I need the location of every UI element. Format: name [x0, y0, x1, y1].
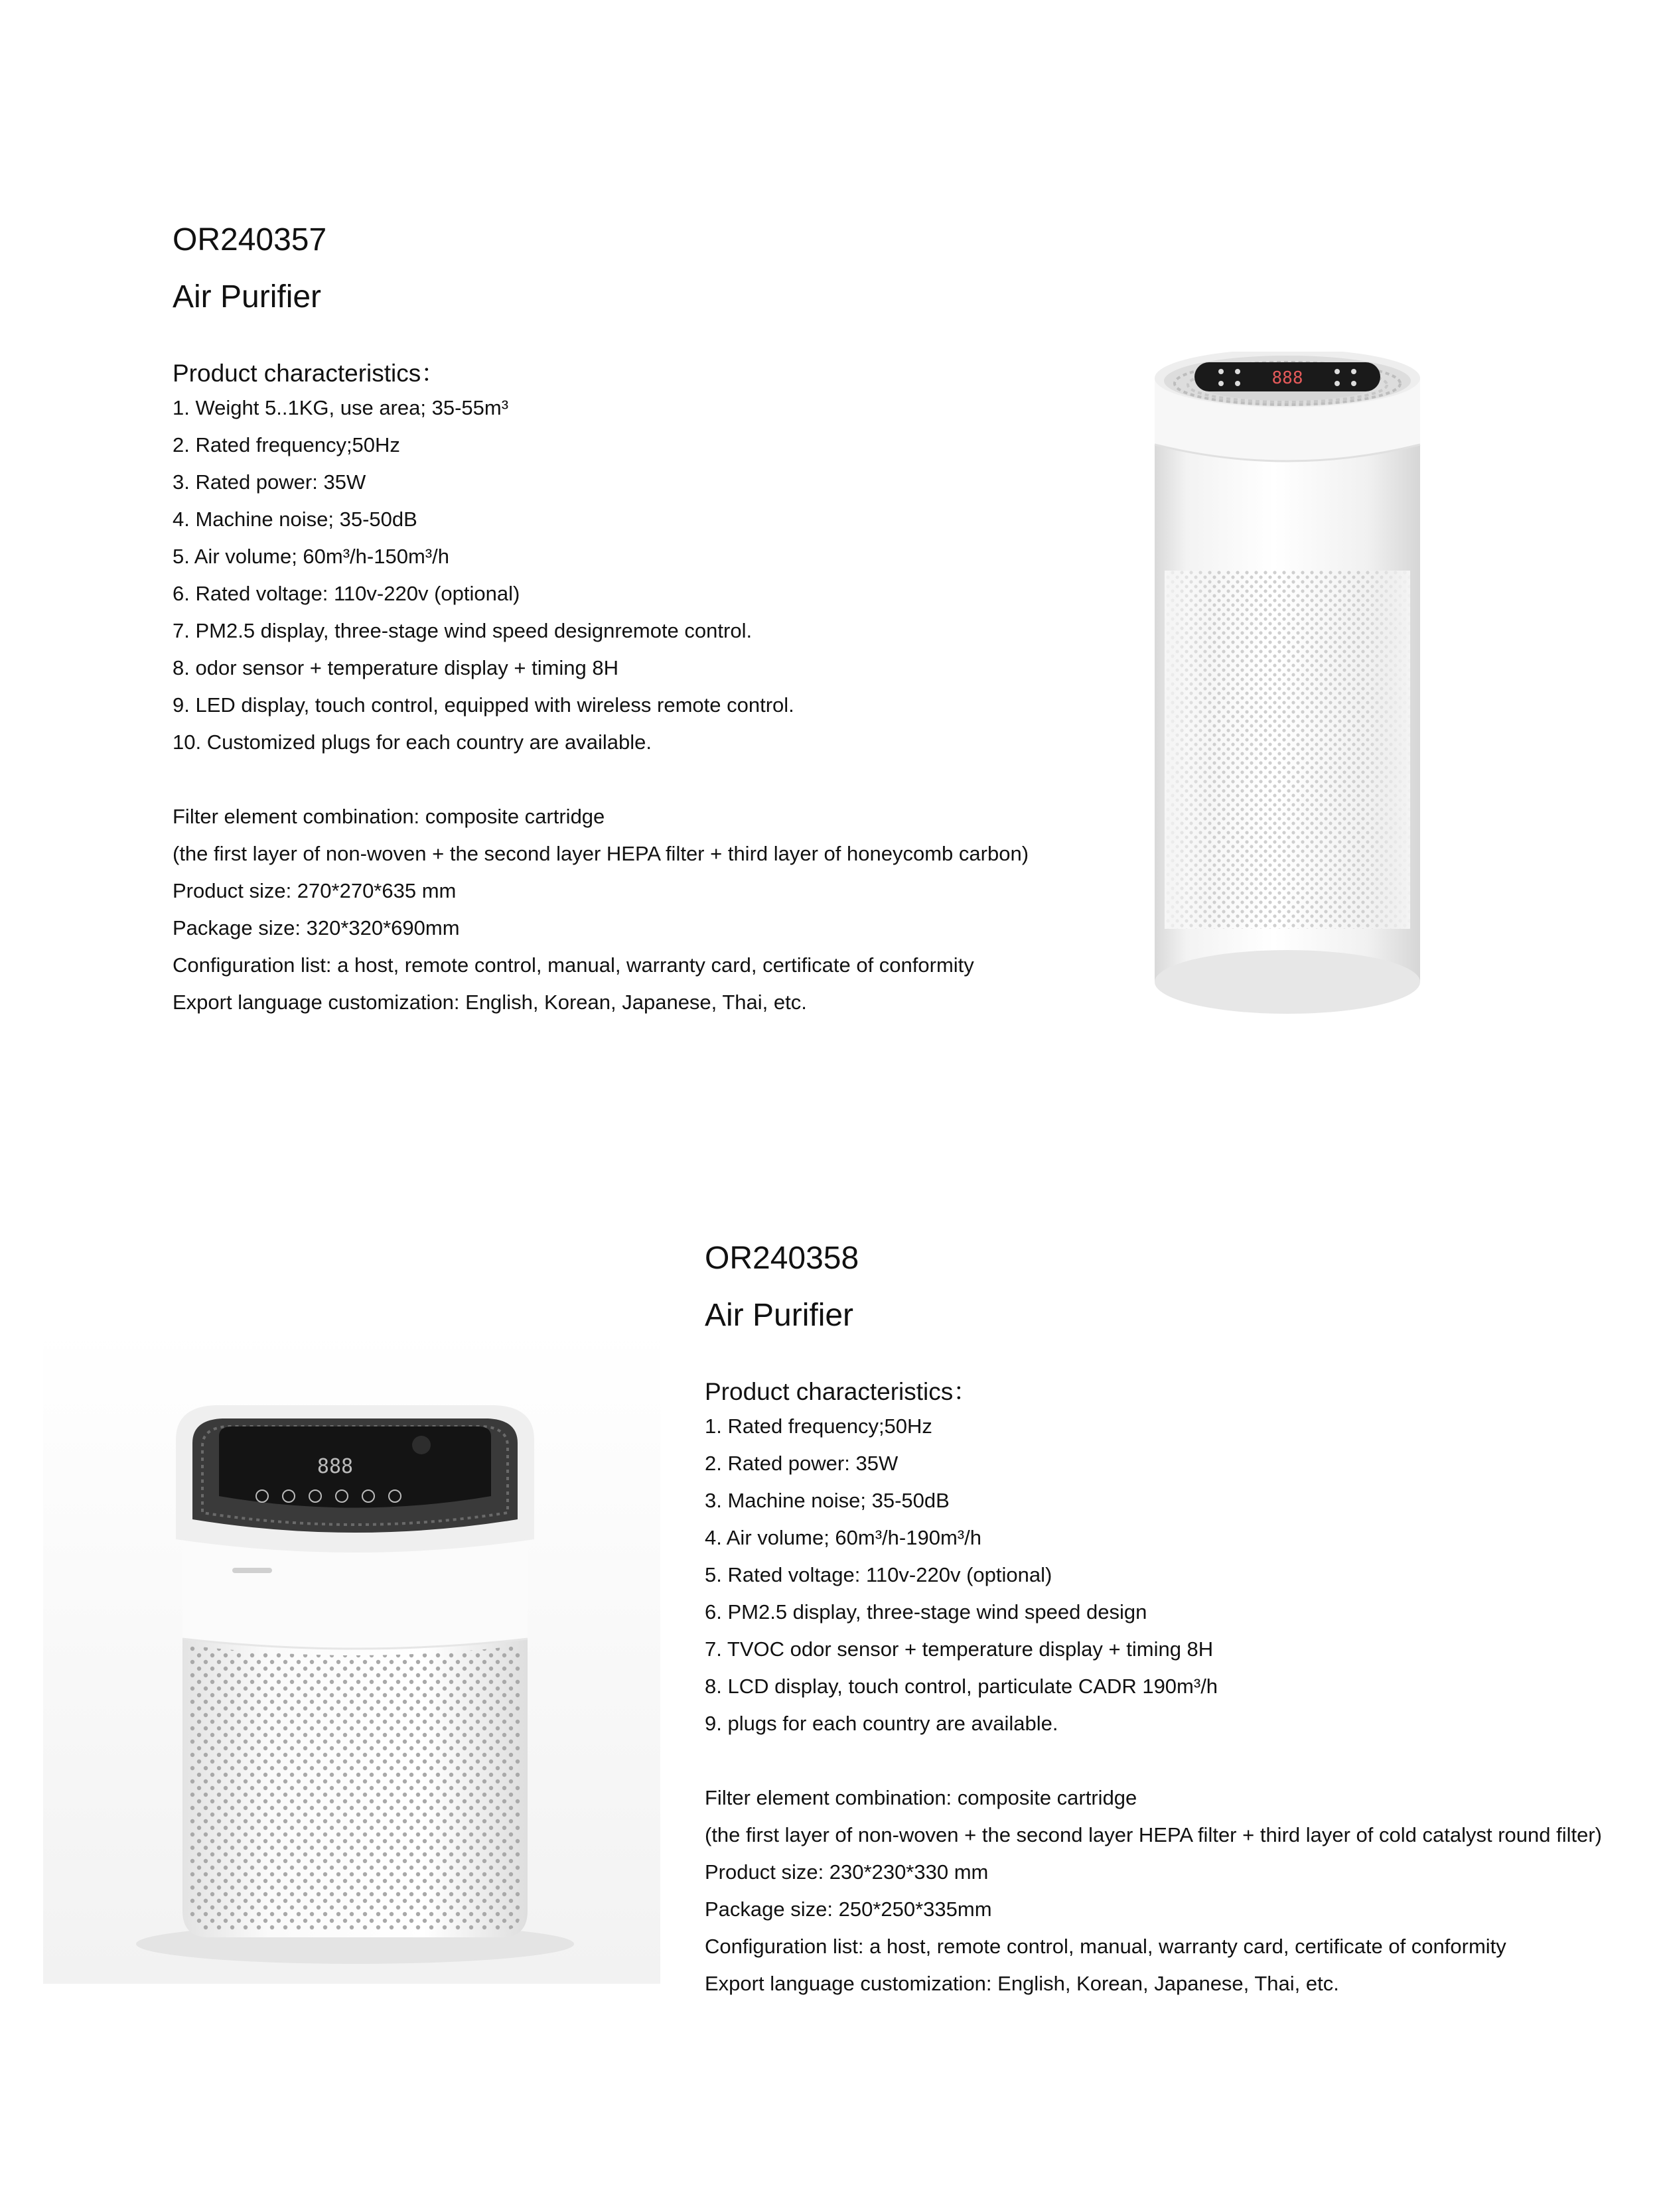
list-item: 2. Rated power: 35W — [705, 1452, 899, 1475]
list-item: 8. odor sensor + temperature display + timing 8H — [173, 656, 619, 679]
display-panel — [219, 1426, 491, 1508]
characteristics-list — [705, 1408, 1654, 1742]
detail-line: Configuration list: a host, remote control, manual, warranty card, certificate of conformity — [705, 1935, 1506, 1958]
characteristics-title: Product characteristics： — [173, 360, 446, 387]
list-item: 8. LCD display, touch control, particulate CADR 190m³/h — [705, 1675, 1218, 1698]
product-code: OR240358 — [705, 1241, 859, 1276]
list-item: 6. PM2.5 display, three-stage wind speed design — [705, 1600, 1147, 1624]
detail-line: (the first layer of non-woven + the second layer HEPA filter + third layer of honeycomb carbon) — [173, 842, 1029, 865]
list-item: 1. Rated frequency;50Hz — [705, 1415, 932, 1438]
list-item: 5. Rated voltage: 110v-220v (optional) — [705, 1563, 1052, 1586]
list-item: 5. Air volume; 60m³/h-150m³/h — [173, 545, 449, 568]
list-item: 4. Machine noise; 35-50dB — [173, 508, 417, 531]
list-item: 6. Rated voltage: 110v-220v (optional) — [173, 582, 520, 605]
detail-line: Filter element combination: composite cartridge — [173, 805, 605, 828]
display-digits: 888 — [1271, 368, 1303, 388]
list-item: 1. Weight 5..1KG, use area; 35-55m³ — [173, 396, 509, 419]
details-list — [173, 798, 1102, 1021]
detail-line: Product size: 270*270*635 mm — [173, 879, 457, 902]
detail-line: Export language customization: English, Korean, Japanese, Thai, etc. — [705, 1972, 1339, 1995]
detail-line: Product size: 230*230*330 mm — [705, 1860, 989, 1884]
detail-line: Export language customization: English, Korean, Japanese, Thai, etc. — [173, 991, 807, 1014]
detail-line: Package size: 320*320*690mm — [173, 916, 460, 939]
product-code: OR240357 — [173, 222, 327, 257]
characteristics-list — [173, 389, 1102, 761]
characteristics-title: Product characteristics： — [705, 1378, 978, 1405]
list-item: 7. PM2.5 display, three-stage wind speed designremote control. — [173, 619, 753, 642]
display-digits: 888 — [317, 1455, 354, 1478]
product-2-text — [705, 1243, 1654, 2002]
list-item: 2. Rated frequency;50Hz — [173, 433, 400, 456]
list-item: 4. Air volume; 60m³/h-190m³/h — [705, 1526, 981, 1549]
detail-line: (the first layer of non-woven + the second layer HEPA filter + third layer of cold catalyst round filter) — [705, 1823, 1602, 1846]
purifier-base — [1155, 950, 1420, 1014]
list-item: 9. plugs for each country are available. — [705, 1712, 1058, 1735]
product-name: Air Purifier — [705, 1298, 854, 1333]
list-item: 3. Machine noise; 35-50dB — [705, 1489, 950, 1512]
list-item: 9. LED display, touch control, equipped with wireless remote control. — [173, 693, 794, 717]
details-list — [705, 1779, 1654, 2002]
detail-line: Filter element combination: composite cartridge — [705, 1786, 1137, 1809]
list-item: 7. TVOC odor sensor + temperature display + timing 8H — [705, 1637, 1214, 1661]
list-item: 10. Customized plugs for each country are available. — [173, 730, 652, 754]
product-1-text — [173, 224, 1102, 1021]
product-1-image — [1128, 352, 1447, 1028]
detail-line: Package size: 250*250*335mm — [705, 1898, 992, 1921]
list-item: 3. Rated power: 35W — [173, 470, 366, 494]
product-2-image — [43, 1327, 660, 1984]
detail-line: Configuration list: a host, remote control, manual, warranty card, certificate of conformity — [173, 953, 974, 977]
grille-holes — [189, 1645, 521, 1931]
product-name: Air Purifier — [173, 279, 322, 314]
